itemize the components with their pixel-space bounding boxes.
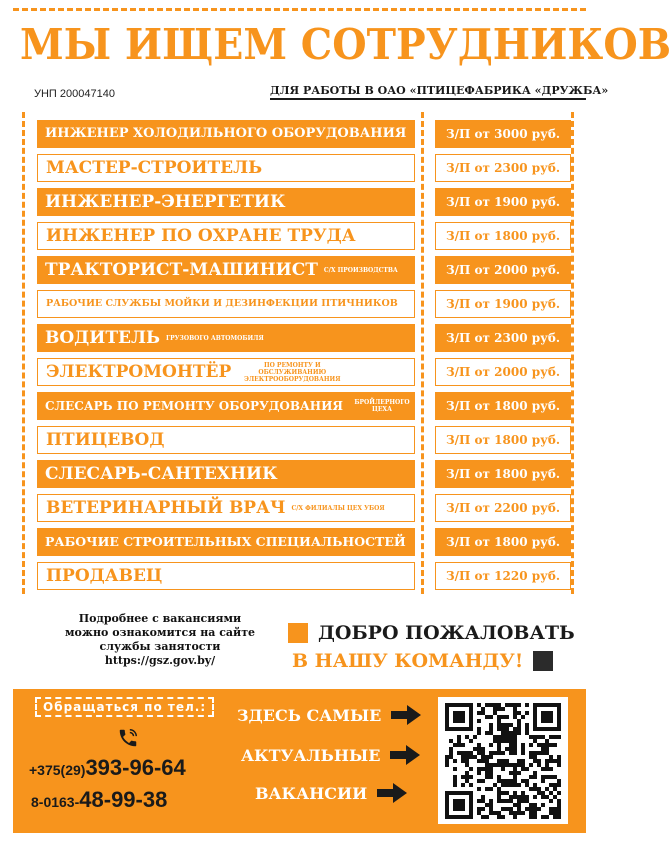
- job-note: С/Х ФИЛИАЛЫ ЦЕХ УБОЯ: [291, 504, 385, 512]
- job-title: ЭЛЕКТРОМОНТЁР: [46, 362, 232, 382]
- vacancy-row: [17, 188, 583, 216]
- slogan-line-3: [255, 783, 407, 803]
- vacancy-row: [17, 154, 583, 182]
- job-title-box: [37, 562, 415, 590]
- vacancy-row: [17, 256, 583, 284]
- vacancy-row: [17, 222, 583, 250]
- slogan-line-1: [237, 705, 421, 725]
- job-title: РАБОЧИЕ СТРОИТЕЛЬНЫХ СПЕЦИАЛЬНОСТЕЙ: [45, 534, 406, 549]
- job-title-box: [37, 426, 415, 454]
- job-note: БРОЙЛЕРНОГО ЦЕХА: [354, 399, 410, 413]
- orange-square-icon: [288, 623, 308, 643]
- info-line: службы занятости: [99, 640, 221, 653]
- info-text: [40, 612, 280, 668]
- salary-box: З/П от 1800 руб.: [435, 392, 571, 420]
- job-title-box: [37, 188, 415, 216]
- job-title: ВЕТЕРИНАРНЫЙ ВРАЧ: [46, 498, 286, 518]
- phone-digits: 48-99-38: [79, 787, 168, 812]
- info-line: Подробнее с вакансиями: [78, 612, 242, 625]
- job-title: ИНЖЕНЕР ПО ОХРАНЕ ТРУДА: [46, 226, 356, 246]
- vacancy-row: [17, 120, 583, 148]
- job-title-box: [37, 460, 415, 488]
- salary-box: З/П от 1800 руб.: [435, 222, 571, 250]
- salary-box: З/П от 1900 руб.: [435, 188, 571, 216]
- arrow-right-icon: [391, 705, 421, 725]
- job-title-box: [37, 256, 415, 284]
- vacancy-row: [17, 460, 583, 488]
- salary-box: З/П от 2000 руб.: [435, 358, 571, 386]
- vacancy-row: [17, 324, 583, 352]
- job-title-box: [37, 120, 415, 148]
- phone-prefix: 8-0163-: [31, 794, 80, 810]
- job-title-box: [37, 358, 415, 386]
- vacancy-row: [17, 528, 583, 556]
- vacancy-row: [17, 426, 583, 454]
- arrow-right-icon: [377, 783, 407, 803]
- company-subtitle: ДЛЯ РАБОТЫ В ОАО «ПТИЦЕФАБРИКА «ДРУЖБА»: [270, 84, 586, 100]
- phone-prefix: +375(29): [29, 762, 86, 778]
- phone-number-landline[interactable]: [31, 787, 167, 813]
- phone-digits: 393-96-64: [85, 755, 186, 780]
- salary-box: З/П от 2200 руб.: [435, 494, 571, 522]
- salary-box: З/П от 1800 руб.: [435, 460, 571, 488]
- vacancy-row: [17, 562, 583, 590]
- welcome-line-2: [292, 650, 553, 672]
- salary-box: З/П от 2000 руб.: [435, 256, 571, 284]
- vacancy-row: [17, 392, 583, 420]
- website-link[interactable]: https://gsz.gov.by/: [104, 654, 216, 667]
- slogan-text: ЗДЕСЬ САМЫЕ: [237, 705, 382, 725]
- job-title-box: [37, 324, 415, 352]
- salary-box: З/П от 1900 руб.: [435, 290, 571, 318]
- job-title: ПТИЦЕВОД: [46, 430, 165, 450]
- job-title-box: [37, 494, 415, 522]
- job-title: СЛЕСАРЬ-САНТЕХНИК: [45, 464, 278, 484]
- salary-box: З/П от 1800 руб.: [435, 528, 571, 556]
- vacancy-row: [17, 358, 583, 386]
- unp-number: УНП 200047140: [34, 88, 115, 100]
- qr-code-icon: [445, 703, 561, 819]
- salary-box: З/П от 1800 руб.: [435, 426, 571, 454]
- job-note: ПО РЕМОНТУ И ОБСЛУЖИВАНИЮ ЭЛЕКТРООБОРУДОВАНИЯ: [244, 361, 341, 383]
- job-title-box: [37, 290, 415, 318]
- slogan-line-2: [241, 745, 420, 765]
- contact-label: Обращаться по тел.:: [35, 697, 214, 717]
- vacancy-list: [17, 112, 583, 594]
- salary-box: З/П от 2300 руб.: [435, 324, 571, 352]
- job-title-box: [37, 154, 415, 182]
- qr-code[interactable]: [438, 697, 568, 824]
- job-title: ВОДИТЕЛЬ: [45, 328, 161, 348]
- job-title-box: [37, 528, 415, 556]
- welcome-line-1: [288, 622, 575, 644]
- job-title: РАБОЧИЕ СЛУЖБЫ МОЙКИ И ДЕЗИНФЕКЦИИ ПТИЧНИКОВ: [46, 298, 398, 309]
- salary-box: З/П от 2300 руб.: [435, 154, 571, 182]
- arrow-right-icon: [390, 745, 420, 765]
- slogan-text: ВАКАНСИИ: [255, 783, 368, 803]
- welcome-text-1: ДОБРО ПОЖАЛОВАТЬ: [318, 622, 575, 644]
- dark-square-icon: [533, 651, 553, 671]
- job-title: ИНЖЕНЕР-ЭНЕРГЕТИК: [45, 192, 286, 212]
- job-title: ИНЖЕНЕР ХОЛОДИЛЬНОГО ОБОРУДОВАНИЯ: [45, 126, 407, 141]
- phone-number-mobile[interactable]: [29, 755, 186, 781]
- page-title: МЫ ИЩЕМ СОТРУДНИКОВ: [20, 20, 671, 69]
- job-note: С/Х ПРОИЗВОДСТВА: [323, 266, 398, 274]
- job-title: ТРАКТОРИСТ-МАШИНИСТ: [45, 260, 318, 280]
- salary-box: З/П от 3000 руб.: [435, 120, 571, 148]
- job-title-box: [37, 222, 415, 250]
- job-title: СЛЕСАРЬ ПО РЕМОНТУ ОБОРУДОВАНИЯ: [45, 399, 344, 413]
- job-note: ГРУЗОВОГО АВТОМОБИЛЯ: [166, 334, 264, 342]
- info-line: можно ознакомится на сайте: [64, 626, 256, 639]
- vacancy-row: [17, 494, 583, 522]
- job-title: ПРОДАВЕЦ: [46, 566, 163, 586]
- phone-icon: [117, 727, 139, 749]
- job-title: МАСТЕР-СТРОИТЕЛЬ: [46, 158, 263, 178]
- job-title-box: [37, 392, 415, 420]
- slogan-text: АКТУАЛЬНЫЕ: [241, 745, 381, 765]
- salary-box: З/П от 1220 руб.: [435, 562, 571, 590]
- welcome-text-2: В НАШУ КОМАНДУ!: [292, 650, 524, 672]
- vacancy-row: [17, 290, 583, 318]
- contact-panel: [13, 689, 586, 833]
